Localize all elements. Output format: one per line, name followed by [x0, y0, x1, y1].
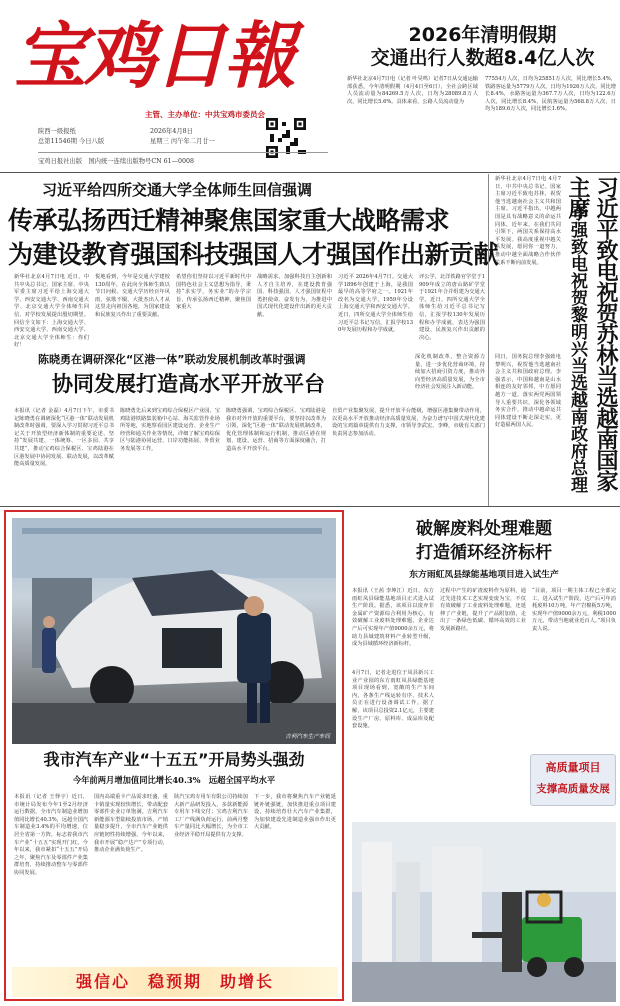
waste-col-4: “目前，项目一期主体工程已全部完工，进入试生产阶段，达产后可年消耗废料10万吨，年产岩棉板5万吨，实现年产值9000余万元，利税1000万元，带动当地就业近百人。”项目负责人说。: [532, 588, 616, 632]
divider: [0, 172, 620, 173]
publisher-line: 宝鸡日报社出版 国内统一连续出版物号CN 61—0008: [38, 152, 328, 165]
right-column-story: [488, 174, 620, 506]
feature-col-1: 本报讯（记者 王怿宇）近日，市统计局发布今年1至2月经济运行数据，全市汽车制造业增加值同比增长40.3%，远超全国汽车制造业3.4%的平均增速，位居全省第一方阵，标志着我市汽车产业“十五五”实现开门红。今年以来，我市紧扣“十五五”开局之年，聚焦汽车及零部件产业集群培育，持续推动整车与零部件协同发展。: [14, 794, 88, 876]
issue-number: 总第11546期 今日八版: [38, 138, 105, 145]
right-col-text-1: 新华社北京4月7日电 4月7日，中共中央总书记、国家主席习近平致电苏林，祝贺他当选越南社会主义共和国主席。习近平指出，中越两国是具有战略意义的命运共同体，近年来，在我们共同引领下，两国关系保持高水平发展。我高度重视中越关系发展，愿同你一道努力，推动中越全面战略合作伙伴关系不断向前发展。: [495, 176, 561, 266]
feature-banner-text: 强信心 稳预期 助增长: [75, 972, 274, 991]
lead-col-5: 习近平 2026年4月7日。交通大学1896年创建于上海，是我国最早的高等学府之一。1921年改名为交通大学，1959年分设上海交通大学和西安交通大学。近日，四所交通大学全体师生给习近平总书记写信，汇报学校130年发展历程和办学成就。: [338, 274, 413, 334]
waste-badge: [530, 754, 616, 806]
right-col-text-2: 同日，国务院总理李强致电黎明兴，祝贺他当选越南社会主义共和国政府总理。李强表示，中国和越南是山水相连的友好邻邦，中方愿同越方一道，落实两党两国领导人重要共识，深化各领域务实合作，推动中越命运共同体建设不断走深走实，更好造福两国人民。: [495, 354, 561, 429]
waste-col-1: 本报讯（王茜 李坤江）近日，东方雨虹凤县绿能基地项目正式进入试生产阶段。据悉，该项目以废弃非金属矿产资源综合利用为核心，有效破解工业废料处理难题，企业达产后可实现年产值9000余万元，将助力县域建筑材料产业转型升级，成为县域循环经济新标杆。: [352, 588, 434, 648]
feature-col-3: 陕汽宝鸡专用车有限公司持续加大新产品研发投入，多款新能源专用车下线交付；宝鸡吉利汽车工厂产线满负荷运行，前两月整车产量同比大幅增长，为全市工业经济平稳开局提供有力支撑。: [174, 794, 248, 838]
vertical-main-title: 习近平致电祝贺苏林当选越南国家主席: [565, 176, 618, 491]
feature-banner: [12, 967, 338, 997]
top-story-col-1: 新华社北京4月7日电（记者 叶昊鸣）记者7日从交通运输部获悉，今年清明假期（4月4日至6日），全社会跨区域人员流动量为84269.5万人次，日均为28089.8万人次，同比增长5.6%。具体来看，公路人员流动量为: [347, 76, 478, 105]
lead-col-2: 悦地看到，今年是交通大学建校130周年，在此向全体师生致以节日问候。交通大学历经百年风雨，弦歌不辍，大批杰出人才从这里走向祖国各地，为国家建设和民族复兴作出了重要贡献。: [95, 274, 170, 318]
factory-forklift-illustration: [352, 822, 616, 1002]
second-col-5: 深化机制改革，整合资源力量，进一步优化营商环境，持续加大招商引资力度，推动外向型经济高质量发展，为全市经济社会发展注入新动能。: [415, 354, 485, 391]
feature-title: 我市汽车产业“十五五”开局势头强劲: [43, 750, 305, 769]
second-title: 协同发展打造高水平开放平台: [52, 372, 325, 396]
top-story-col-2: 77554万人次，日均为25851万人次，同比增长5.4%，铁路客运量为5779万人次，日均为1926万人次，同比增长8.4%，水路客运量为367.7万人次，日均为122.6万人次，同比增长8.4%，民航客运量为568.8万人次，日均为189.6万人次，同比增长1.6%。: [485, 76, 616, 113]
second-col-3: 陈晓勇强调，宝鸡综合保税区、宝鸡陆港是我市对外开放的重要平台，要坚持以改革为引领，深化“区港一体”联动发展机制改革，优化管理体制和运行机制，推动区港在规划、建设、运营、招商等方面深度融合，打造高水平开放平台。: [226, 408, 326, 452]
waste-story: [348, 510, 620, 1004]
waste-title-2: 打造循环经济标杆: [416, 543, 552, 563]
waste-col-3: 过程中产生的矿渣废料作为原料，通过先进技术工艺实现变废为宝，不仅有效破解了工业废料处理难题，还延伸了产业链，提升了产品附加值，走出了一条绿色低碳、循环高效的工业发展新路径。: [440, 588, 526, 632]
lead-title-2: 为建设教育强国科技强国人才强国作出新贡献: [8, 240, 499, 269]
second-col-2: 陈晓勇先后来到宝鸡综合保税区产业园、宝鸡陆港铁路集装箱中心站、海关监管作业场所等地，实地察看园区建设运营、企业生产经营和通关作业等情况，详细了解宝鸡综保区与陆港协同运营、口岸功能拓展、外贸业务发展等工作。: [120, 408, 220, 452]
lead-col-1: 新华社北京4月7日电 近日，中共中央总书记、国家主席、中央军委主席习近平给上海交通大学、西安交通大学、西南交通大学、北京交通大学全体师生回信，对学校发展提出殷切期望。回信全文如下：上海交通大学、西安交通大学、西南交通大学、北京交通大学全体师生：你们好！: [14, 274, 89, 349]
lead-col-3: 希望你们坚持以习近平新时代中国特色社会主义思想为指导，秉持“求实学，务实业”的办学宗旨，传承弘扬西迁精神，聚焦国家重大: [176, 274, 251, 311]
top-story: [345, 0, 620, 172]
feature-story: [4, 510, 344, 1001]
feature-col-4: 下一步，我市将聚焦汽车产业链延链补链强链，加快推进重点项目建设，持续培育壮大汽车产业集群，为加快建设先进制造业强市作出更大贡献。: [254, 794, 336, 831]
divider: [0, 506, 620, 507]
feature-photo: [12, 518, 336, 744]
lead-col-4: 战略需求，加强科技自主创新和人才自主培养，在建设教育强国、科技强国、人才强国征程中勇担使命、奋发有为，为推进中国式现代化建设作出新的更大贡献。: [257, 274, 332, 318]
waste-photo: [352, 822, 616, 1002]
second-col-4: 自贸产业集聚发展，提升开放平台能级，增强区港集聚带动作用，以更高水平开放推动经济高质量发展，为奋力谱写中国式现代化建设的宝鸡篇章提供有力支撑。市领导李武宏、李峰，市级有关部门负责同志参加活动。: [332, 408, 485, 437]
top-story-title-1: 2026年清明假期: [408, 24, 557, 46]
second-story: [0, 348, 488, 506]
lead-story: [0, 174, 499, 349]
date-line: 2026年4月8日: [150, 128, 193, 135]
car-factory-illustration: [12, 518, 336, 744]
top-story-title-2: 交通出行人数超8.4亿人次: [370, 47, 595, 69]
weekday-line: 星期三 丙午年二月廿一: [150, 138, 215, 145]
waste-badge-line-1: 高质量项目: [545, 761, 601, 774]
host-line: 主管、主办单位：中共宝鸡市委员会: [145, 110, 265, 119]
feature-subtitle: 今年前两月增加值同比增长40.3% 远超全国平均水平: [72, 775, 276, 785]
vertical-sub-title: 李强致电祝贺黎明兴当选越南政府总理: [567, 204, 587, 493]
feature-col-2: 国内高端重卡产品需求旺盛，重卡销量实现较快增长，带动配套零部件企业订单饱满。吉利汽车新能源车型陆续投放市场，产销量稳步提升，全市汽车产业链供应链韧性持续增强。今年以来，我市开展“稳产达产”专项行动，推动企业满负荷生产。: [94, 794, 168, 854]
waste-badge-line-2: 支撑高质量发展: [536, 783, 610, 795]
cn-number: 陕西一级报纸: [38, 128, 76, 135]
lead-title-1: 传承弘扬西迁精神聚焦国家重大战略需求: [8, 206, 450, 235]
masthead: [0, 0, 345, 172]
second-kicker: 陈晓勇在调研深化“区港一体”联动发展机制改革时强调: [38, 353, 306, 366]
second-col-1: 本报讯（记者 金磊）4月7日下午，市委书记陈晓勇在调研深化“区港一体”联动发展机制改革时强调，要深入学习贯彻习近平总书记关于开放型经济新体制的重要论述，坚持“发展共建、一体统筹、一区多园、共享共建”，推动宝鸡综合保税区、宝鸡陆港在区港发展中协同发展、联动发展，以改革赋能高质量发展。: [14, 408, 114, 468]
lead-kicker: 习近平给四所交通大学全体师生回信强调: [42, 181, 313, 199]
lead-col-6: 评公学，北洋铁路官学堂于1909年成立的唐山路矿学堂于1921年合并组建为交通大学。近日，四所交通大学全体师生给习近平总书记写信，汇报学校130年发展历程和办学成就，表达为强国建设、民族复兴作出贡献的决心。: [419, 274, 485, 341]
waste-title-1: 破解废料处理难题: [416, 519, 552, 539]
waste-subtitle: 东方雨虹凤县绿能基地项目进入试生产: [409, 570, 559, 580]
newspaper-logo: 宝鸡日報: [14, 13, 295, 98]
photo-credit: 吉利汽车生产车间: [285, 734, 330, 740]
waste-col-2: 4月7日，记者走进位于凤县新兴工业产业园的东方雨虹凤县绿能基地项目现场看到，宽敞的生产车间内，各条生产线运转有序，技术人员正在进行设备调试工作。据了解，该项目总投资2.1亿元，主要建设生产厂房、原料库、成品库及配套设施。: [352, 670, 434, 730]
